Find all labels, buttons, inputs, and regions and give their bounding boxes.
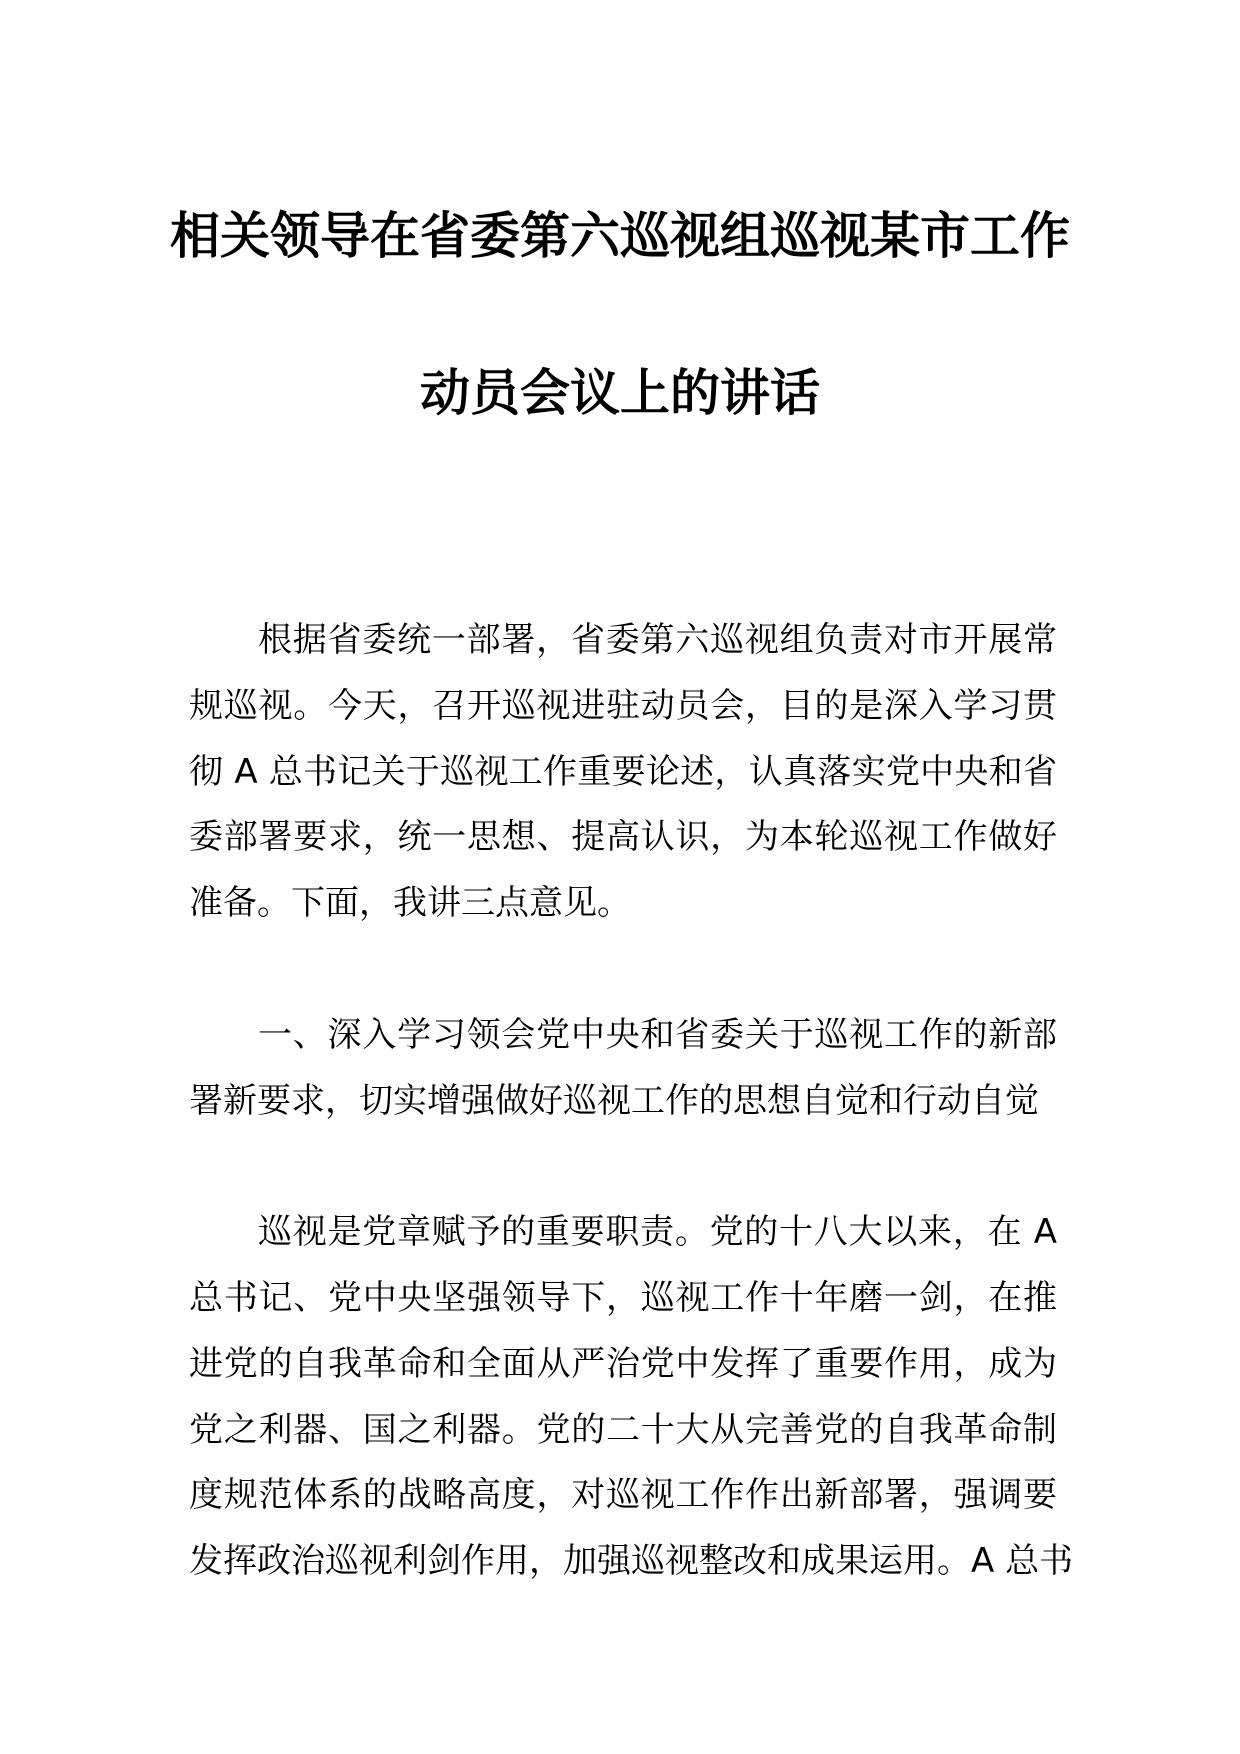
document-title-line-1: 相关领导在省委第六巡视组巡视某市工作 — [170, 207, 1070, 265]
text-line: 总书记、党中央坚强领导下，巡视工作十年磨一剑，在推 — [189, 1277, 1057, 1318]
text-line: 规巡视。今天，召开巡视进驻动员会，目的是深入学习贯 — [189, 685, 1057, 726]
body-paragraph — [189, 608, 1057, 937]
text-line: 彻 A 总书记关于巡视工作重要论述，认真落实党中央和省 — [189, 751, 1057, 792]
text-line: 一、深入学习领会党中央和省委关于巡视工作的新部 — [258, 1014, 1057, 1055]
text-line: 准备。下面，我讲三点意见。 — [189, 883, 631, 924]
text-line: 度规范体系的战略高度，对巡视工作作出新部署，强调要 — [189, 1475, 1057, 1516]
text-line: 委部署要求，统一思想、提高认识，为本轮巡视工作做好 — [189, 817, 1057, 858]
body-paragraph — [189, 1200, 1074, 1595]
text-line: 发挥政治巡视利剑作用，加强巡视整改和成果运用。A 总书 — [189, 1541, 1074, 1582]
text-line: 党之利器、国之利器。党的二十大从完善党的自我革命制 — [189, 1409, 1057, 1450]
text-line: 巡视是党章赋予的重要职责。党的十八大以来，在 A — [258, 1212, 1057, 1253]
document-body — [189, 608, 1074, 1661]
text-line: 进党的自我革命和全面从严治党中发挥了重要作用，成为 — [189, 1343, 1057, 1384]
document-title-line-2: 动员会议上的讲话 — [420, 364, 820, 422]
text-line: 根据省委统一部署，省委第六巡视组负责对市开展常 — [258, 620, 1057, 660]
text-line: 署新要求，切实增强做好巡视工作的思想自觉和行动自觉 — [189, 1080, 1039, 1121]
section-heading — [189, 1003, 1057, 1135]
